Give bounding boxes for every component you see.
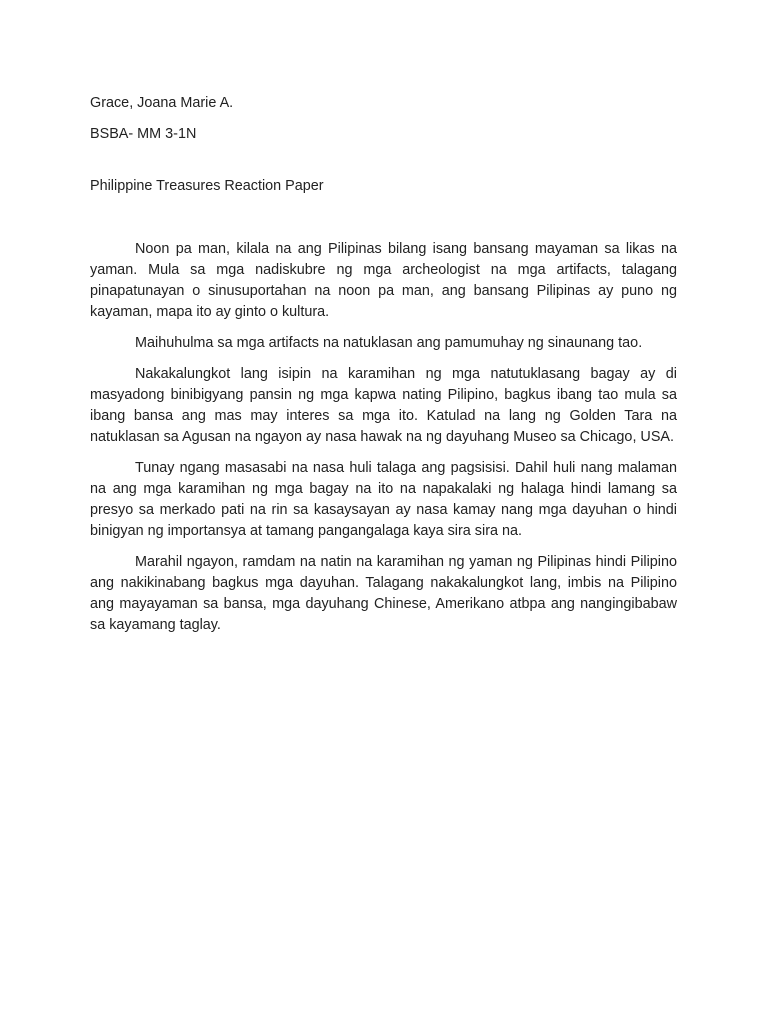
paragraph-5: Marahil ngayon, ramdam na natin na karamihan ng yaman ng Pilipinas hindi Pilipino ang nakikinabang bagkus mga dayuhan. Talagang nakakalungkot lang, imbis na Pilipino ang mayayaman sa bansa, mga dayuhang Chinese, Amerikano atbpa ang nangingibabaw sa kayamang taglay. [90, 554, 677, 633]
document-body [90, 93, 677, 646]
author-name: Grace, Joana Marie A. [90, 95, 234, 111]
paper-title: Philippine Treasures Reaction Paper [90, 178, 324, 194]
course-section: BSBA- MM 3-1N [90, 126, 197, 142]
paragraph-4: Tunay ngang masasabi na nasa huli talaga ang pagsisisi. Dahil huli nang malaman na ang mga karamihan ng mga bagay na ito na napakalaki ng halaga hindi lamang sa presyo sa merkado pati na rin sa kasaysayan ay nasa kamay nang mga dayuhan o hindi binigyan ng importansya at tamang pangangalaga kaya sira sira na. [90, 460, 677, 539]
paragraph-3: Nakakalungkot lang isipin na karamihan ng mga natutuklasang bagay ay di masyadong binibigyang pansin ng mga kapwa nating Pilipino, bagkus ibang tao mula sa ibang bansa ang mas may interes sa mga ito. Katulad na lang ng Golden Tara na natuklasan sa Agusan na ngayon ay nasa hawak na ng dayuhang Museo sa Chicago, USA. [90, 366, 677, 445]
paragraph-1: Noon pa man, kilala na ang Pilipinas bilang isang bansang mayaman sa likas na yaman. Mula sa mga nadiskubre ng mga archeologist na mga artifacts, talagang pinapatunayan o sinusuportahan na noon pa man, ang bansang Pilipinas ay puno ng kayaman, mapa ito ay ginto o kultura. [90, 241, 677, 320]
paragraph-2: Maihuhulma sa mga artifacts na natuklasan ang pamumuhay ng sinaunang tao. [135, 335, 643, 351]
